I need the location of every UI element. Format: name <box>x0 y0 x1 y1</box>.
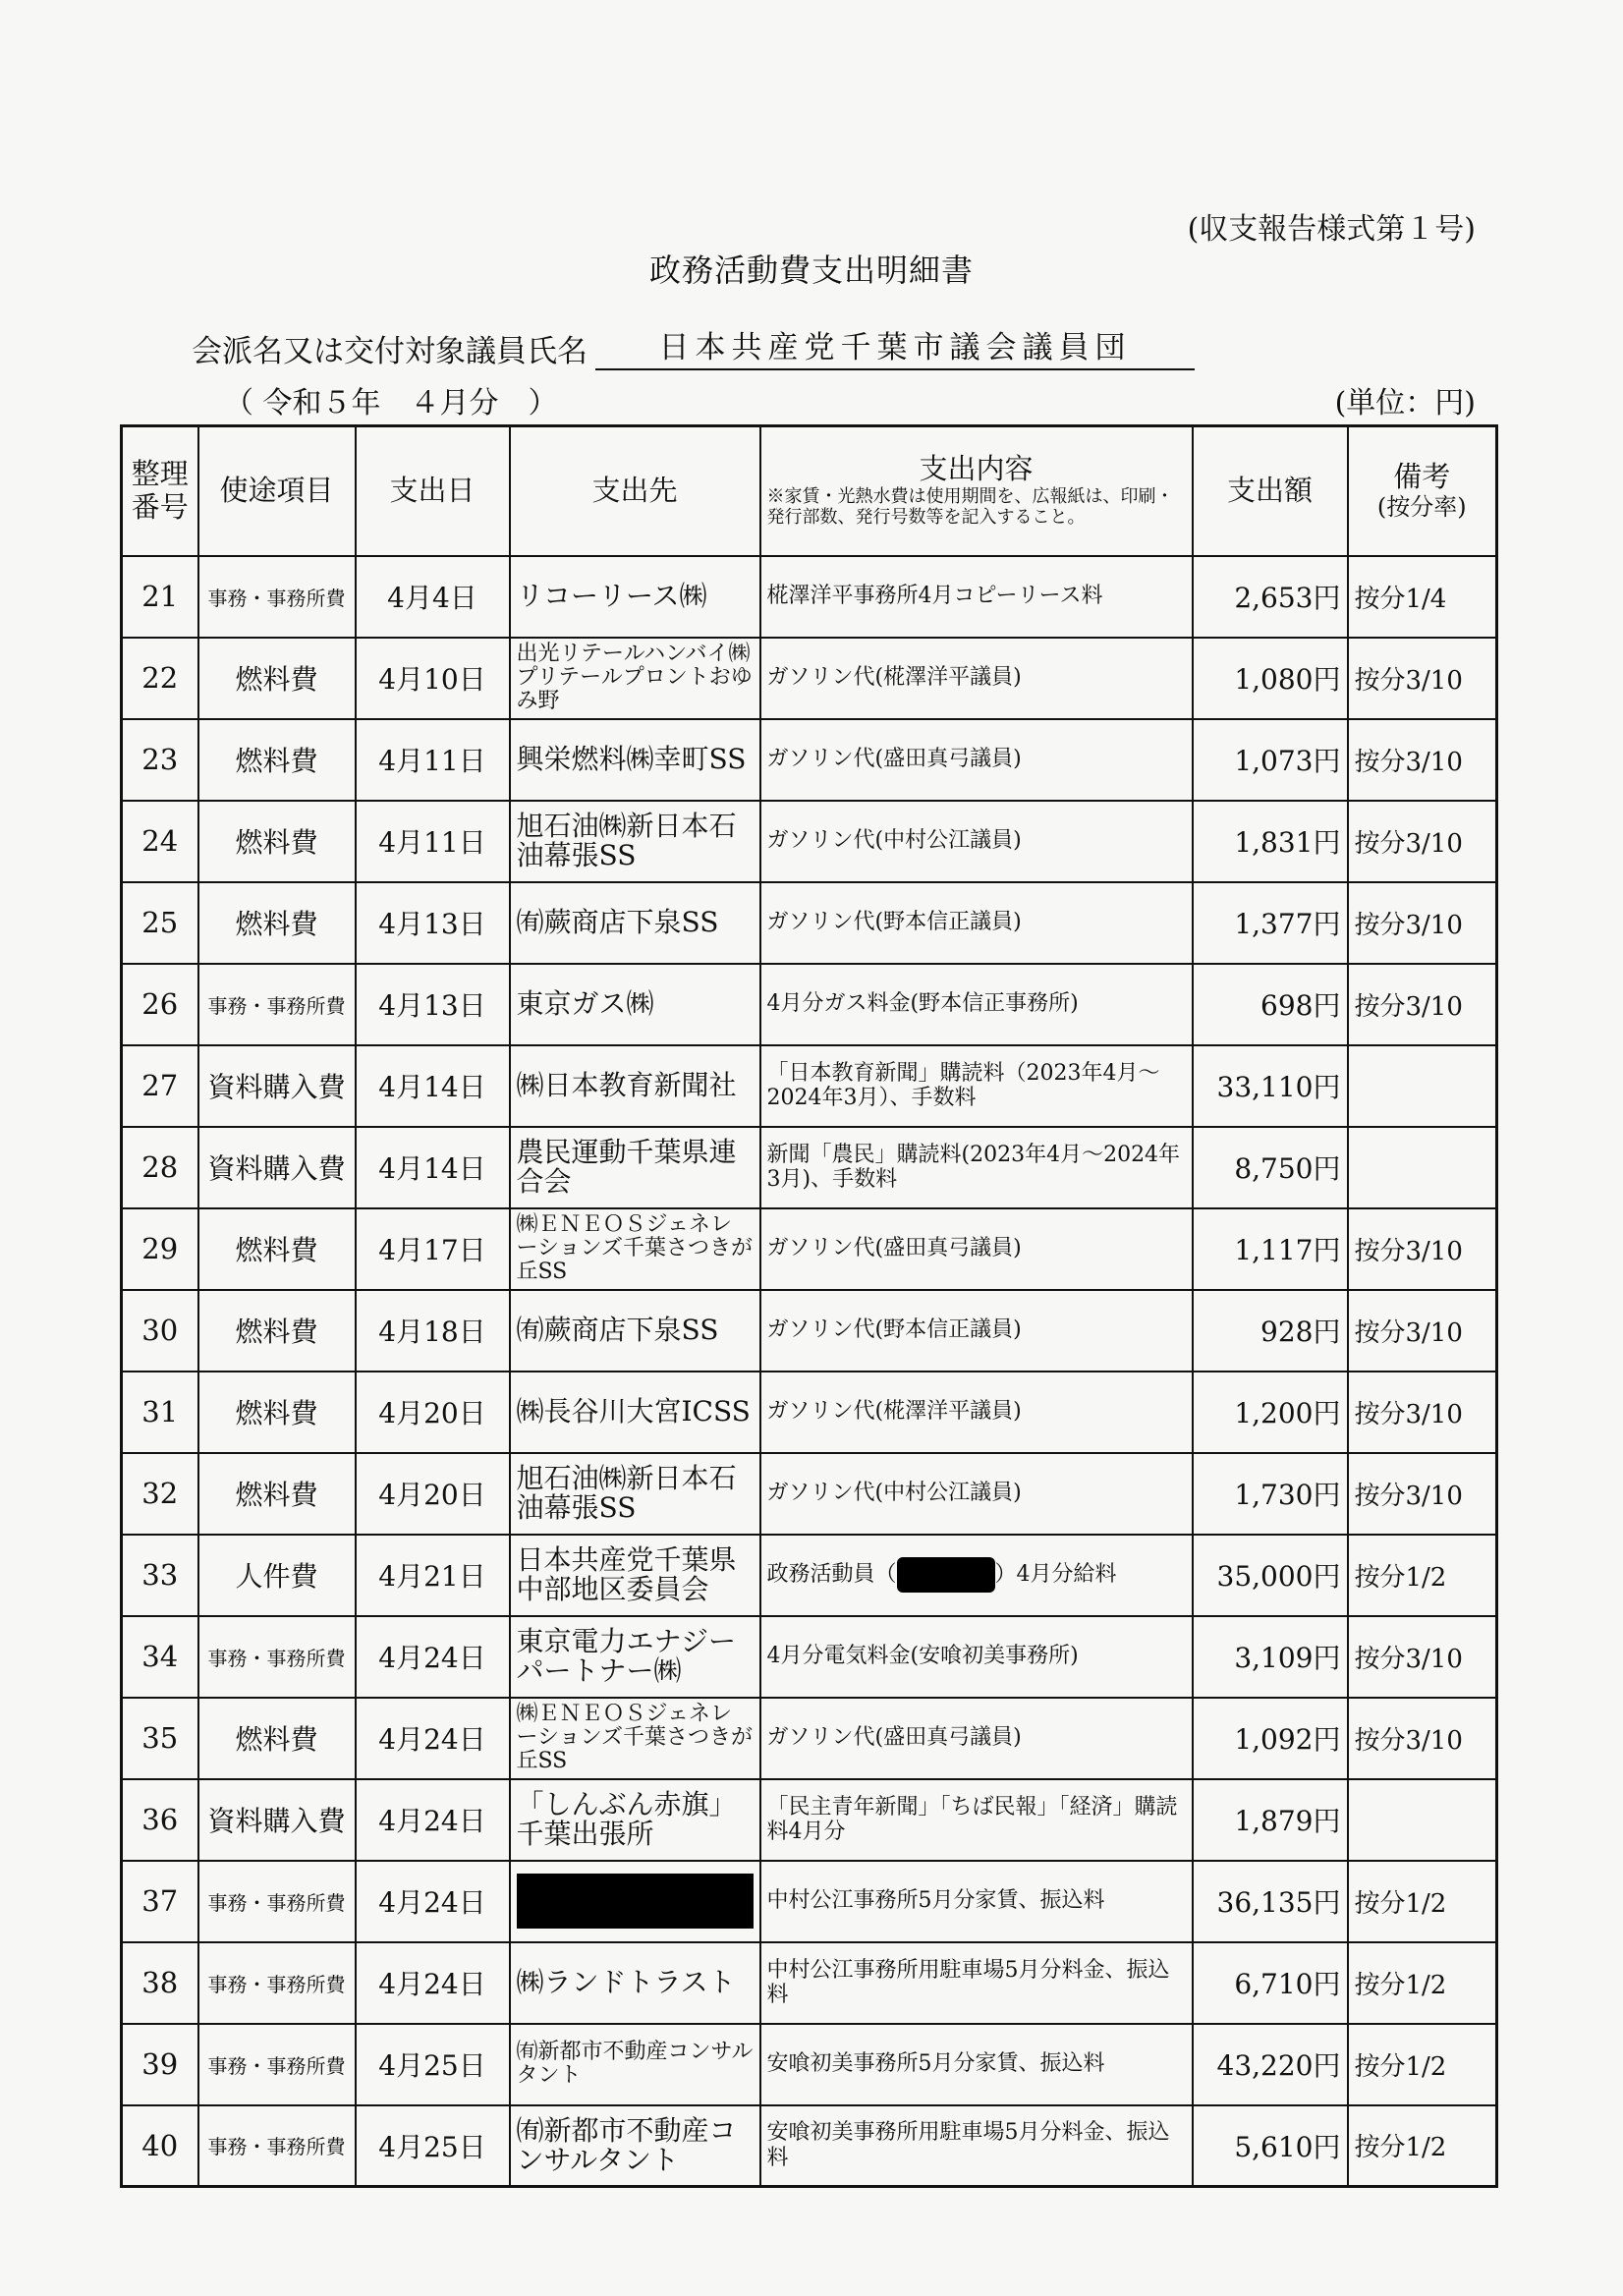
row-payee: ㈱ＥＮＥＯＳジェネレーションズ千葉さつきが丘SS <box>510 1208 760 1290</box>
row-purpose: 燃料費 <box>198 1208 356 1290</box>
table-row <box>122 1453 1497 1535</box>
row-purpose: 事務・事務所費 <box>198 2024 356 2105</box>
row-remark <box>1348 1045 1497 1127</box>
row-purpose: 事務・事務所費 <box>198 2105 356 2187</box>
row-date: 4月20日 <box>356 1453 510 1535</box>
row-payee: ㈱ランドトラスト <box>510 1942 760 2024</box>
reporting-period: （ 令和５年 ４月分 ） <box>224 386 558 420</box>
header-amount: 支出額 <box>1193 426 1348 556</box>
row-date: 4月11日 <box>356 801 510 882</box>
row-date: 4月24日 <box>356 1861 510 1942</box>
row-amount: 698円 <box>1193 964 1348 1045</box>
row-amount: 1,200円 <box>1193 1372 1348 1453</box>
row-detail: ガソリン代(野本信正議員) <box>760 1290 1193 1372</box>
row-payee: 「しんぶん赤旗」千葉出張所 <box>510 1779 760 1861</box>
row-no: 36 <box>122 1779 198 1861</box>
row-date: 4月4日 <box>356 556 510 638</box>
row-detail: 安喰初美事務所5月分家賃、振込料 <box>760 2024 1193 2105</box>
row-date: 4月10日 <box>356 638 510 719</box>
row-detail: ガソリン代(野本信正議員) <box>760 882 1193 964</box>
row-remark: 按分3/10 <box>1348 1453 1497 1535</box>
row-purpose: 燃料費 <box>198 1453 356 1535</box>
row-payee: 日本共産党千葉県中部地区委員会 <box>510 1535 760 1616</box>
row-no: 26 <box>122 964 198 1045</box>
table-row <box>122 1698 1497 1779</box>
row-purpose: 事務・事務所費 <box>198 964 356 1045</box>
row-amount: 1,730円 <box>1193 1453 1348 1535</box>
row-payee: ㈱長谷川大宮ICSS <box>510 1372 760 1453</box>
header-no: 整理 番号 <box>122 426 198 556</box>
row-date: 4月24日 <box>356 1698 510 1779</box>
row-amount: 1,879円 <box>1193 1779 1348 1861</box>
row-date: 4月21日 <box>356 1535 510 1616</box>
table-row <box>122 1616 1497 1698</box>
row-remark: 按分3/10 <box>1348 638 1497 719</box>
table-row <box>122 1127 1497 1208</box>
unit-label: (単位：円) <box>1334 386 1476 420</box>
row-amount: 6,710円 <box>1193 1942 1348 2024</box>
redaction-block <box>517 1874 754 1929</box>
party-label: 会派名又は交付対象議員氏名 <box>192 334 588 369</box>
row-payee: 旭石油㈱新日本石油幕張SS <box>510 1453 760 1535</box>
table-row <box>122 719 1497 801</box>
row-no: 31 <box>122 1372 198 1453</box>
table-row <box>122 556 1497 638</box>
header-detail <box>760 426 1193 556</box>
row-date: 4月25日 <box>356 2105 510 2187</box>
row-purpose: 資料購入費 <box>198 1127 356 1208</box>
row-date: 4月20日 <box>356 1372 510 1453</box>
row-remark: 按分1/2 <box>1348 1861 1497 1942</box>
redaction-block <box>897 1557 995 1593</box>
row-payee: ㈲蕨商店下泉SS <box>510 882 760 964</box>
row-payee: 農民運動千葉県連合会 <box>510 1127 760 1208</box>
row-detail: 安喰初美事務所用駐車場5月分料金、振込料 <box>760 2105 1193 2187</box>
table-row <box>122 1942 1497 2024</box>
row-date: 4月11日 <box>356 719 510 801</box>
row-no: 27 <box>122 1045 198 1127</box>
row-amount: 8,750円 <box>1193 1127 1348 1208</box>
row-payee: ㈲蕨商店下泉SS <box>510 1290 760 1372</box>
row-detail: ガソリン代(中村公江議員) <box>760 801 1193 882</box>
row-remark: 按分3/10 <box>1348 882 1497 964</box>
row-no: 32 <box>122 1453 198 1535</box>
row-date: 4月14日 <box>356 1045 510 1127</box>
row-remark <box>1348 1127 1497 1208</box>
header-date: 支出日 <box>356 426 510 556</box>
header-purpose: 使途項目 <box>198 426 356 556</box>
row-detail: 「民主青年新聞」「ちば民報」「経済」購読料4月分 <box>760 1779 1193 1861</box>
table-row <box>122 1045 1497 1127</box>
row-amount: 1,377円 <box>1193 882 1348 964</box>
row-amount: 3,109円 <box>1193 1616 1348 1698</box>
row-detail: ガソリン代(盛田真弓議員) <box>760 719 1193 801</box>
row-payee-redacted <box>510 1861 760 1942</box>
row-no: 29 <box>122 1208 198 1290</box>
row-date: 4月24日 <box>356 1779 510 1861</box>
row-no: 25 <box>122 882 198 964</box>
row-purpose: 資料購入費 <box>198 1045 356 1127</box>
row-remark <box>1348 1779 1497 1861</box>
row-no: 23 <box>122 719 198 801</box>
row-detail: 中村公江事務所用駐車場5月分料金、振込料 <box>760 1942 1193 2024</box>
row-purpose: 資料購入費 <box>198 1779 356 1861</box>
row-date: 4月24日 <box>356 1616 510 1698</box>
row-amount: 36,135円 <box>1193 1861 1348 1942</box>
row-purpose: 燃料費 <box>198 1698 356 1779</box>
row-remark: 按分3/10 <box>1348 964 1497 1045</box>
row-detail: ガソリン代(中村公江議員) <box>760 1453 1193 1535</box>
row-no: 39 <box>122 2024 198 2105</box>
row-remark: 按分3/10 <box>1348 1698 1497 1779</box>
detail-before-redaction: 政務活動員（ <box>766 1562 897 1587</box>
row-remark: 按分3/10 <box>1348 1372 1497 1453</box>
table-row <box>122 1535 1497 1616</box>
row-no: 28 <box>122 1127 198 1208</box>
row-payee: ㈲新都市不動産コンサルタント <box>510 2024 760 2105</box>
row-amount: 1,092円 <box>1193 1698 1348 1779</box>
row-amount: 5,610円 <box>1193 2105 1348 2187</box>
row-payee: 東京ガス㈱ <box>510 964 760 1045</box>
header-remark: 備考 (按分率) <box>1348 426 1497 556</box>
row-remark: 按分1/2 <box>1348 2105 1497 2187</box>
row-remark: 按分3/10 <box>1348 1290 1497 1372</box>
row-amount: 1,831円 <box>1193 801 1348 882</box>
row-no: 33 <box>122 1535 198 1616</box>
row-no: 40 <box>122 2105 198 2187</box>
row-payee: 出光リテールハンバイ㈱プリテールプロントおゆみ野 <box>510 638 760 719</box>
row-no: 22 <box>122 638 198 719</box>
row-no: 34 <box>122 1616 198 1698</box>
row-purpose: 燃料費 <box>198 638 356 719</box>
header-detail-title: 支出内容 <box>919 452 1034 486</box>
row-amount: 1,073円 <box>1193 719 1348 801</box>
header-row <box>122 426 1497 556</box>
row-no: 38 <box>122 1942 198 2024</box>
row-remark: 按分3/10 <box>1348 719 1497 801</box>
row-amount: 1,117円 <box>1193 1208 1348 1290</box>
row-detail: ガソリン代(盛田真弓議員) <box>760 1208 1193 1290</box>
header-detail-note: ※家賃・光熱水費は使用期間を、広報紙は、印刷・発行部数、発行号数等を記入すること。 <box>766 485 1174 529</box>
row-purpose: 事務・事務所費 <box>198 1861 356 1942</box>
row-payee: ㈱日本教育新聞社 <box>510 1045 760 1127</box>
row-purpose: 燃料費 <box>198 882 356 964</box>
table-row <box>122 801 1497 882</box>
row-amount: 35,000円 <box>1193 1535 1348 1616</box>
table-row <box>122 1779 1497 1861</box>
form-number: (収支報告様式第１号) <box>1187 212 1476 247</box>
row-amount: 928円 <box>1193 1290 1348 1372</box>
row-date: 4月14日 <box>356 1127 510 1208</box>
row-date: 4月17日 <box>356 1208 510 1290</box>
table-row <box>122 1372 1497 1453</box>
row-date: 4月25日 <box>356 2024 510 2105</box>
detail-after-redaction: ）4月分給料 <box>994 1562 1117 1587</box>
row-detail: 4月分ガス料金(野本信正事務所) <box>760 964 1193 1045</box>
row-no: 24 <box>122 801 198 882</box>
row-payee: ㈱ＥＮＥＯＳジェネレーションズ千葉さつきが丘SS <box>510 1698 760 1779</box>
row-detail: ガソリン代(盛田真弓議員) <box>760 1698 1193 1779</box>
row-purpose: 人件費 <box>198 1535 356 1616</box>
row-remark: 按分1/2 <box>1348 2024 1497 2105</box>
row-date: 4月18日 <box>356 1290 510 1372</box>
table-row <box>122 2024 1497 2105</box>
row-remark: 按分1/2 <box>1348 1942 1497 2024</box>
row-detail: 新聞「農民」購読料(2023年4月～2024年3月)、手数料 <box>760 1127 1193 1208</box>
row-detail: 中村公江事務所5月分家賃、振込料 <box>760 1861 1193 1942</box>
row-amount: 1,080円 <box>1193 638 1348 719</box>
row-detail: 4月分電気料金(安喰初美事務所) <box>760 1616 1193 1698</box>
row-purpose: 燃料費 <box>198 719 356 801</box>
row-detail: 「日本教育新聞」購読料（2023年4月～2024年3月）、手数料 <box>760 1045 1193 1127</box>
table-row <box>122 1861 1497 1942</box>
row-purpose: 事務・事務所費 <box>198 556 356 638</box>
row-purpose: 事務・事務所費 <box>198 1942 356 2024</box>
row-no: 21 <box>122 556 198 638</box>
row-amount: 33,110円 <box>1193 1045 1348 1127</box>
party-row <box>192 322 1195 370</box>
party-name: 日本共産党千葉市議会議員団 <box>595 322 1195 370</box>
row-detail: ガソリン代(椛澤洋平議員) <box>760 1372 1193 1453</box>
row-detail: 椛澤洋平事務所4月コピーリース料 <box>760 556 1193 638</box>
row-purpose: 事務・事務所費 <box>198 1616 356 1698</box>
row-date: 4月13日 <box>356 964 510 1045</box>
row-purpose: 燃料費 <box>198 801 356 882</box>
row-date: 4月24日 <box>356 1942 510 2024</box>
row-payee: リコーリース㈱ <box>510 556 760 638</box>
row-remark: 按分3/10 <box>1348 801 1497 882</box>
row-remark: 按分1/4 <box>1348 556 1497 638</box>
row-payee: 旭石油㈱新日本石油幕張SS <box>510 801 760 882</box>
table-row <box>122 2105 1497 2187</box>
row-no: 35 <box>122 1698 198 1779</box>
row-purpose: 燃料費 <box>198 1290 356 1372</box>
table-row <box>122 1290 1497 1372</box>
row-amount: 2,653円 <box>1193 556 1348 638</box>
row-detail: ガソリン代(椛澤洋平議員) <box>760 638 1193 719</box>
row-payee: 興栄燃料㈱幸町SS <box>510 719 760 801</box>
row-no: 30 <box>122 1290 198 1372</box>
header-payee: 支出先 <box>510 426 760 556</box>
row-payee: ㈲新都市不動産コンサルタント <box>510 2105 760 2187</box>
row-payee: 東京電力エナジーパートナー㈱ <box>510 1616 760 1698</box>
row-remark: 按分3/10 <box>1348 1208 1497 1290</box>
row-purpose: 燃料費 <box>198 1372 356 1453</box>
row-no: 37 <box>122 1861 198 1942</box>
table-row <box>122 638 1497 719</box>
table-row <box>122 1208 1497 1290</box>
row-detail <box>760 1535 1193 1616</box>
expense-table <box>120 424 1498 2188</box>
document-title: 政務活動費支出明細書 <box>648 252 974 289</box>
table-row <box>122 964 1497 1045</box>
row-remark: 按分1/2 <box>1348 1535 1497 1616</box>
table-row <box>122 882 1497 964</box>
row-remark: 按分3/10 <box>1348 1616 1497 1698</box>
row-amount: 43,220円 <box>1193 2024 1348 2105</box>
row-date: 4月13日 <box>356 882 510 964</box>
